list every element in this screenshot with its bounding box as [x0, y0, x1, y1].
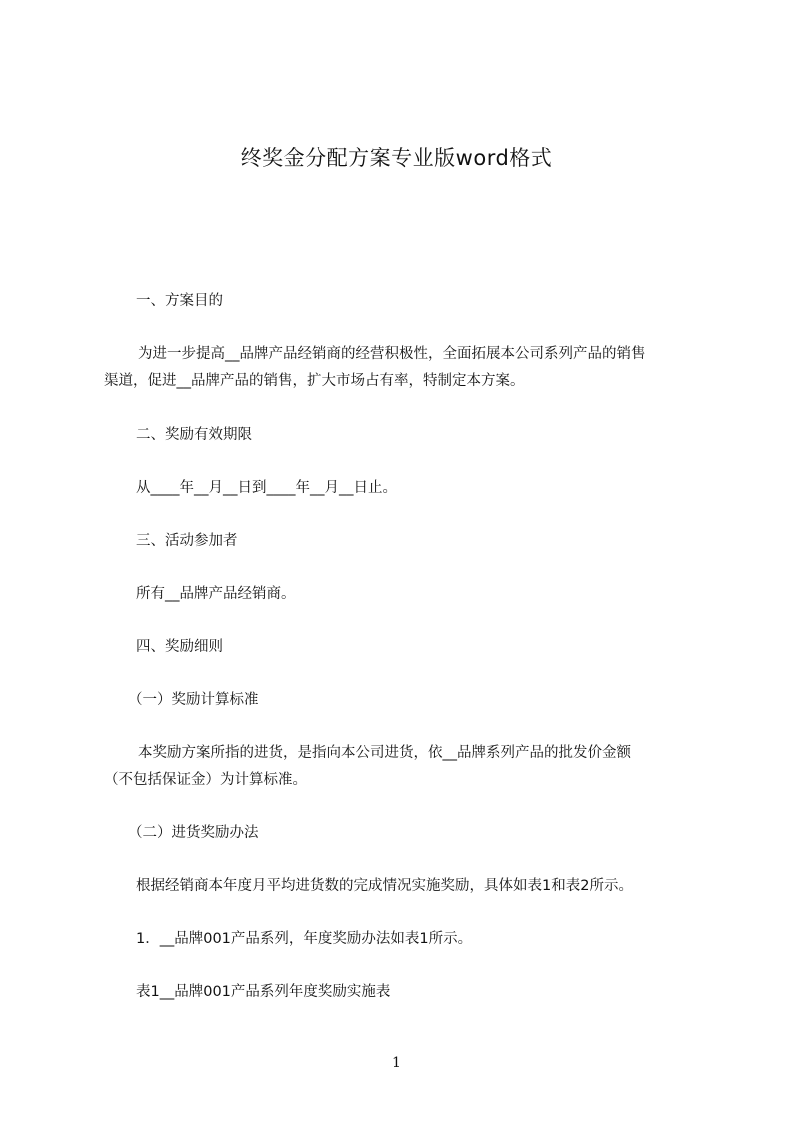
series-001-text: 1．__品牌001产品系列，年度奖励办法如表1所示。	[136, 931, 473, 947]
purpose-paragraph-line-2: 渠道，促进__品牌产品的销售，扩大市场占有率，特制定本方案。	[104, 373, 525, 389]
section-heading-purpose: 一、方案目的	[136, 293, 223, 309]
validity-period-text: 从____年__月__日到____年__月__日止。	[136, 480, 397, 496]
reward-method-text: 根据经销商本年度月平均进货数的完成情况实施奖励，具体如表1和表2所示。	[136, 878, 633, 894]
subheading-calculation-standard: （一）奖励计算标准	[128, 692, 259, 708]
purpose-paragraph-line-1: 为进一步提高__品牌产品经销商的经营积极性，全面拓展本公司系列产品的销售	[138, 346, 646, 362]
subheading-purchase-reward-method: （二）进货奖励办法	[128, 825, 259, 841]
page-number: 1	[392, 1055, 401, 1071]
calculation-paragraph-line-1: 本奖励方案所指的进货，是指向本公司进货，依__品牌系列产品的批发价金额	[138, 745, 631, 761]
calculation-paragraph-line-2: （不包括保证金）为计算标准。	[104, 772, 307, 788]
section-heading-reward-rules: 四、奖励细则	[136, 639, 223, 655]
section-heading-validity-period: 二、奖励有效期限	[136, 427, 252, 443]
document-title: 终奖金分配方案专业版word格式	[240, 146, 553, 170]
participants-text: 所有__品牌产品经销商。	[136, 586, 296, 602]
section-heading-participants: 三、活动参加者	[136, 533, 238, 549]
table-1-caption: 表1__品牌001产品系列年度奖励实施表	[136, 984, 391, 1000]
